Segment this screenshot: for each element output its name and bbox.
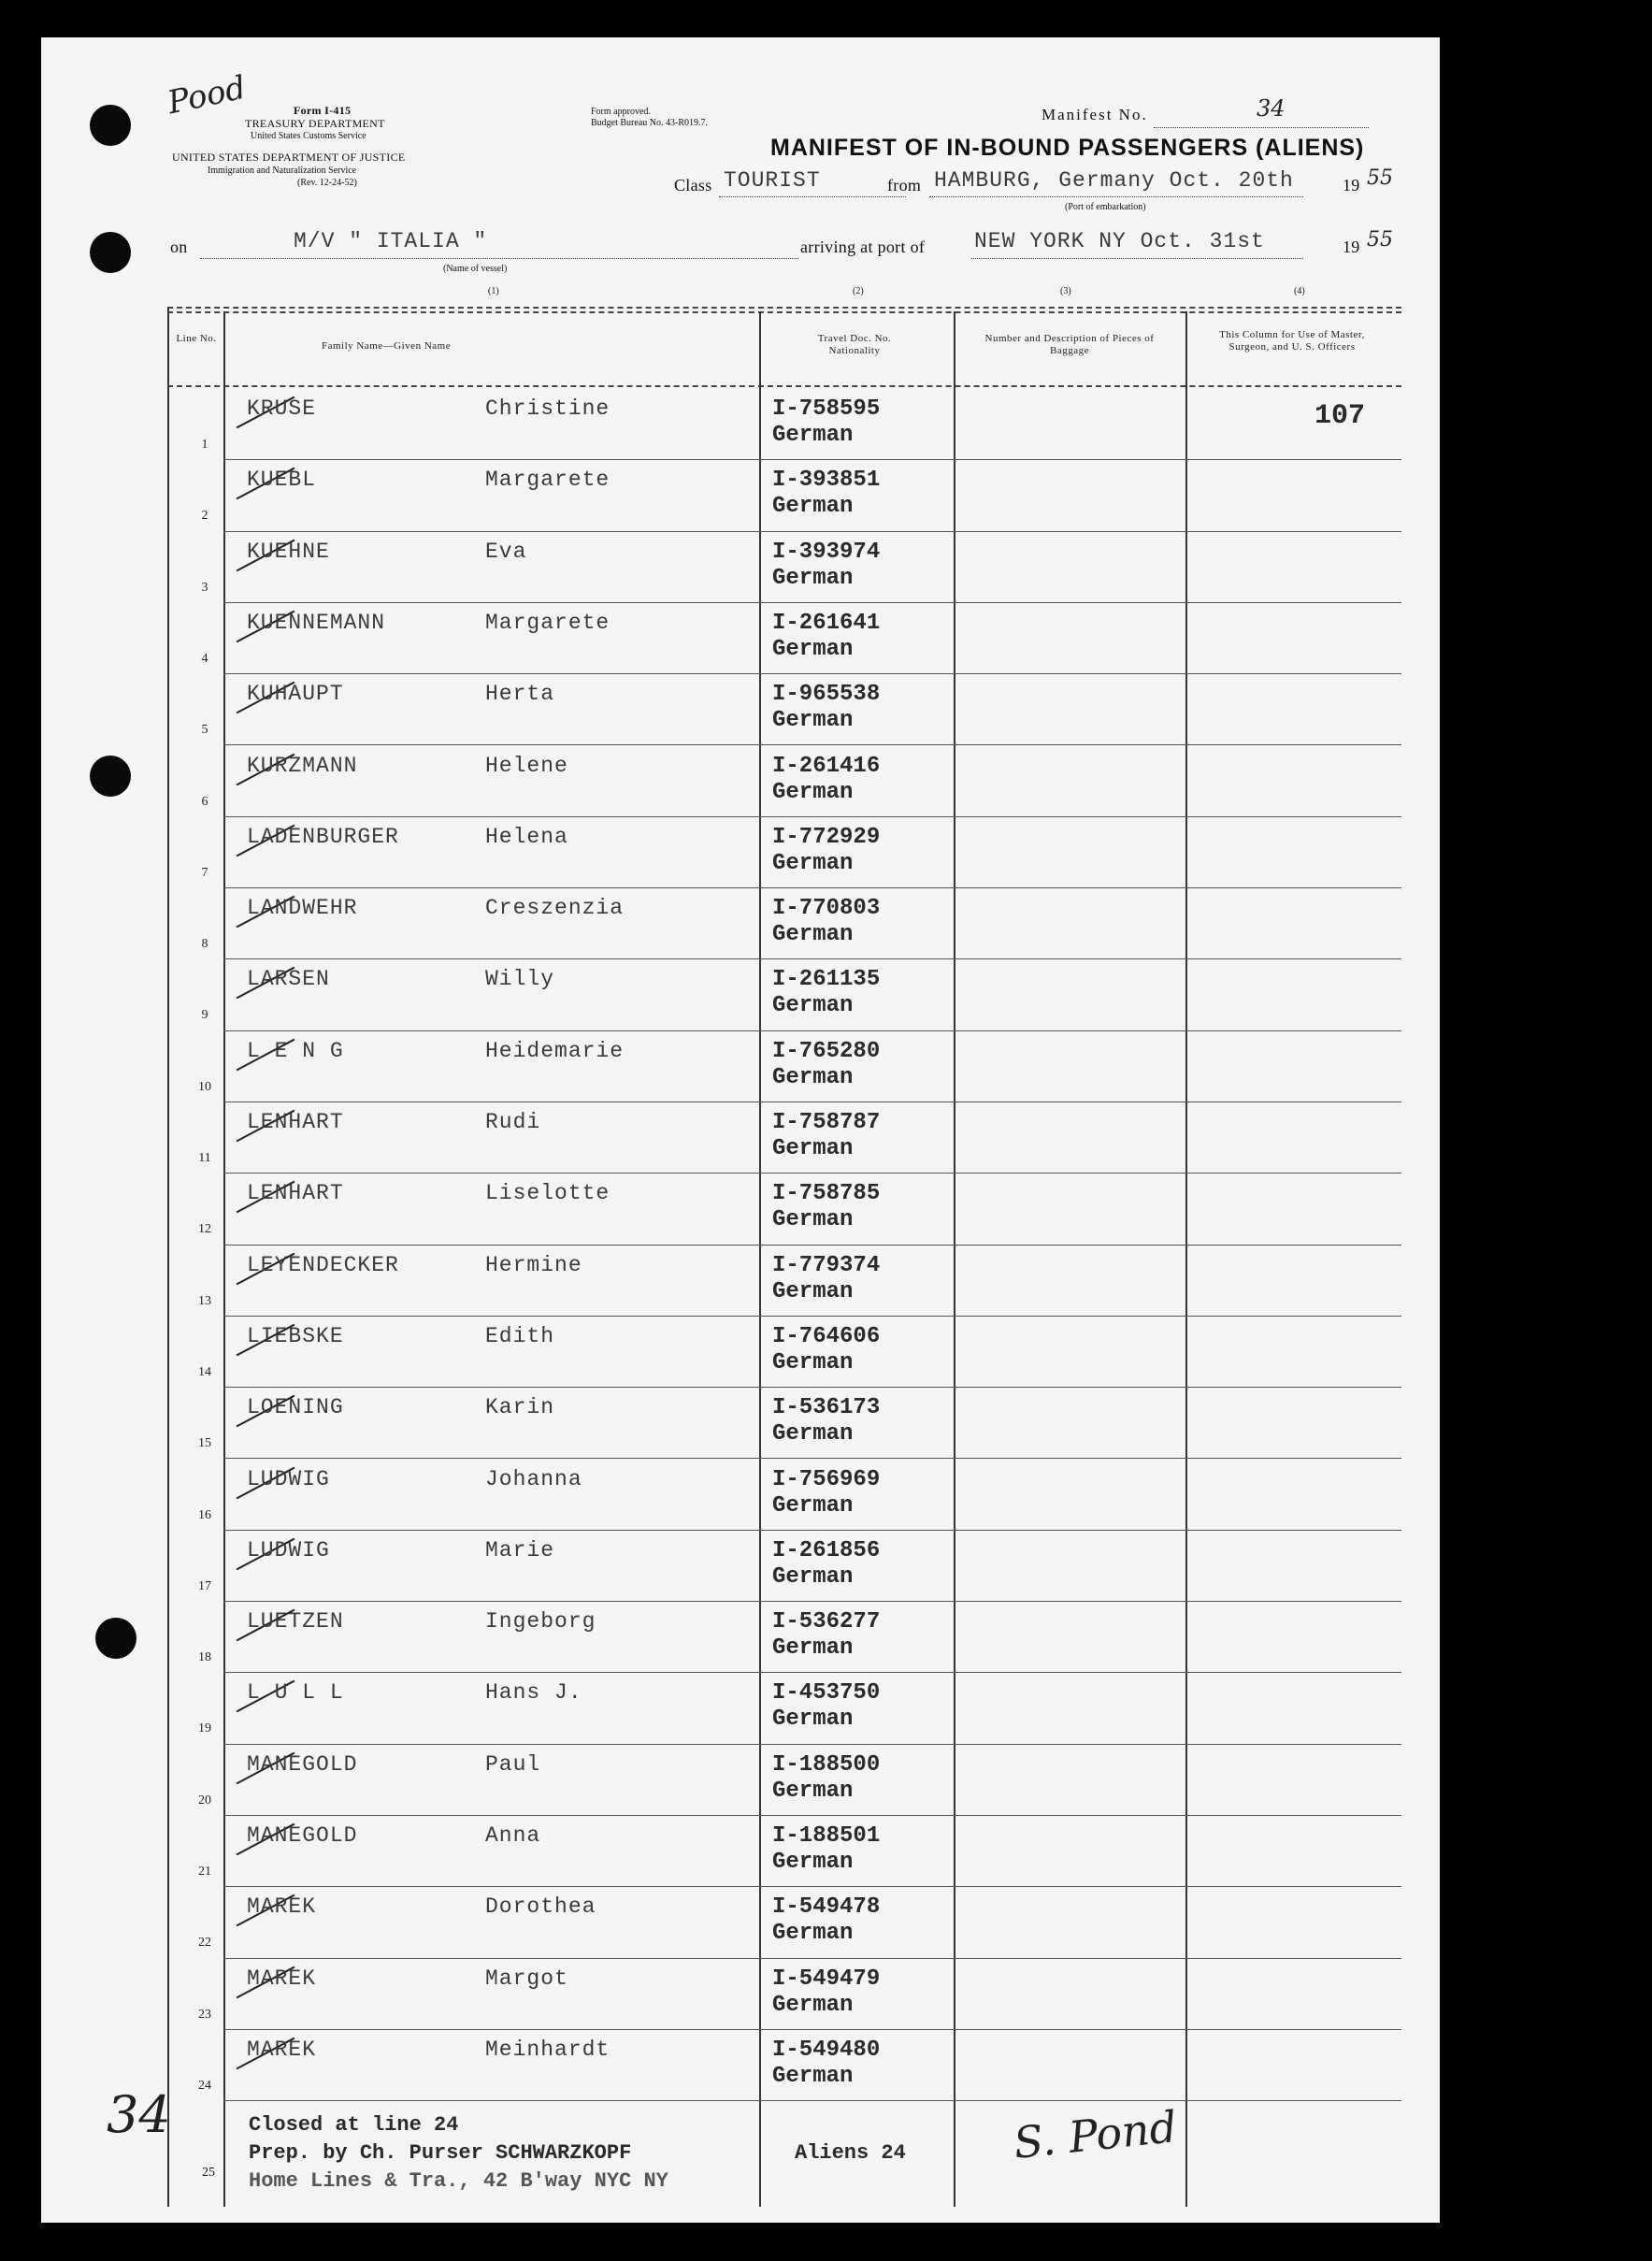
family-name: LENHART (247, 1181, 344, 1206)
nationality: German (772, 423, 854, 448)
embarkation-caption: (Port of embarkation) (1065, 202, 1146, 212)
travel-doc-number: I-764606 (772, 1323, 881, 1349)
family-name: L E N G (247, 1038, 344, 1063)
given-name: Rudi (485, 1110, 541, 1134)
year-prefix-2: 19 (1343, 238, 1360, 256)
nationality: German (772, 1064, 854, 1090)
manifest-no-underline (1154, 127, 1369, 128)
given-name: Creszenzia (485, 896, 625, 921)
family-name: KUENNEMANN (247, 610, 386, 635)
agent-address: Home Lines & Tra., 42 B'way NYC NY (249, 2169, 668, 2193)
given-name: Eva (485, 539, 527, 564)
line-number: 14 (198, 1364, 211, 1379)
given-name: Paul (485, 1751, 541, 1777)
family-name: KUEBL (247, 468, 317, 493)
line-number: 22 (198, 1936, 211, 1951)
vessel-name: M/V " ITALIA " (294, 229, 488, 253)
given-name: Edith (485, 1323, 555, 1348)
row-25-number: 25 (202, 2166, 215, 2180)
table-top-border (167, 307, 1401, 309)
nationality: German (772, 494, 854, 520)
travel-doc-number: I-453750 (772, 1680, 881, 1707)
line-number: 1 (201, 438, 208, 452)
manifest-title: MANIFEST OF IN-BOUND PASSENGERS (ALIENS) (770, 135, 1365, 161)
line-number: 24 (198, 2078, 211, 2093)
travel-doc-number: I-393974 (772, 539, 881, 565)
table-row (41, 674, 1440, 745)
given-name: Karin (485, 1395, 555, 1420)
travel-doc-number: I-549480 (772, 2037, 881, 2063)
column-number-2: (2) (853, 286, 864, 296)
family-name: MAREK (247, 1966, 317, 1991)
nationality: German (772, 1349, 854, 1375)
nationality: German (772, 2063, 854, 2089)
given-name: Margarete (485, 468, 611, 493)
nationality: German (772, 1563, 854, 1590)
family-name: LIEBSKE (247, 1323, 344, 1348)
nationality: German (772, 1921, 854, 1947)
given-name: Christine (485, 396, 611, 421)
line-number: 21 (198, 1865, 211, 1879)
punch-hole (90, 232, 131, 273)
officer-signature: S. Pond (1011, 2101, 1180, 2168)
table-row (41, 460, 1440, 531)
travel-doc-number: I-549479 (772, 1966, 881, 1992)
nationality: German (772, 922, 854, 948)
family-name: LANDWEHR (247, 896, 358, 921)
family-name: LUDWIG (247, 1466, 330, 1491)
table-row (41, 1174, 1440, 1245)
customs-service: United States Customs Service (251, 131, 366, 141)
table-row (41, 1745, 1440, 1816)
line-number: 16 (198, 1507, 211, 1522)
family-name: LOENING (247, 1395, 344, 1420)
given-name: Margot (485, 1966, 568, 1991)
family-name: LUETZEN (247, 1609, 344, 1635)
line-number: 23 (198, 2007, 211, 2022)
given-name: Johanna (485, 1466, 582, 1491)
line-number: 9 (201, 1008, 208, 1023)
travel-doc-number: I-770803 (772, 896, 881, 922)
given-name: Margarete (485, 610, 611, 635)
given-name: Helena (485, 824, 568, 849)
line-number: 18 (198, 1650, 211, 1665)
travel-doc-number: I-965538 (772, 682, 881, 708)
line-number: 20 (198, 1793, 211, 1807)
table-row (41, 1317, 1440, 1388)
nationality: German (772, 1992, 854, 2018)
given-name: Helene (485, 753, 568, 778)
manifest-no-label: Manifest No. (1041, 106, 1148, 123)
form-approved: Form approved. (591, 107, 651, 117)
header-name: Family Name—Given Name (322, 340, 452, 352)
form-revision: (Rev. 12-24-52) (297, 178, 357, 188)
table-row (41, 2030, 1440, 2101)
punch-hole (90, 105, 131, 146)
prepared-by: Prep. by Ch. Purser SCHWARZKOPF (249, 2141, 632, 2165)
travel-doc-number: I-261856 (772, 1537, 881, 1563)
nationality: German (772, 1707, 854, 1733)
travel-doc-number: I-188501 (772, 1823, 881, 1849)
from-value: HAMBURG, Germany Oct. 20th (934, 168, 1294, 193)
nationality: German (772, 708, 854, 734)
table-row (41, 1102, 1440, 1174)
table-row (41, 1531, 1440, 1602)
table-row (41, 817, 1440, 888)
travel-doc-number: I-765280 (772, 1038, 881, 1064)
line-number: 13 (198, 1293, 211, 1308)
nationality: German (772, 565, 854, 591)
table-row (41, 1388, 1440, 1459)
nationality: German (772, 1850, 854, 1875)
header-line-no: Line No. (176, 333, 217, 344)
family-name: LADENBURGER (247, 824, 399, 849)
nationality: German (772, 850, 854, 876)
nationality: German (772, 1635, 854, 1662)
year-from: 55 (1367, 166, 1393, 190)
ins-service: Immigration and Naturalization Service (208, 166, 357, 176)
travel-doc-number: I-758787 (772, 1110, 881, 1135)
table-row (41, 1673, 1440, 1744)
given-name: Heidemarie (485, 1038, 625, 1063)
given-name: Herta (485, 682, 555, 707)
on-label: on (170, 238, 188, 256)
table-row (41, 959, 1440, 1030)
line-number: 10 (198, 1079, 211, 1094)
table-row (41, 746, 1440, 817)
budget-bureau: Budget Bureau No. 43-R019.7. (591, 118, 708, 128)
year-prefix: 19 (1343, 176, 1360, 194)
table-row (41, 532, 1440, 603)
given-name: Hans J. (485, 1680, 582, 1706)
given-name: Ingeborg (485, 1609, 596, 1635)
travel-doc-number: I-188500 (772, 1751, 881, 1778)
line-number: 2 (201, 509, 208, 524)
travel-doc-number: I-261135 (772, 967, 881, 993)
margin-number: 34 (107, 2085, 171, 2144)
given-name: Meinhardt (485, 2037, 611, 2062)
vessel-underline (200, 258, 798, 259)
manifest-no-value: 34 (1257, 95, 1286, 122)
column-number-4: (4) (1294, 286, 1305, 296)
travel-doc-number: I-756969 (772, 1466, 881, 1492)
line-number: 15 (198, 1436, 211, 1451)
family-name: KUEHNE (247, 539, 330, 564)
travel-doc-number: I-536277 (772, 1609, 881, 1635)
header-bottom-border (167, 385, 1401, 387)
nationality: German (772, 1136, 854, 1161)
justice-dept: UNITED STATES DEPARTMENT OF JUSTICE (172, 151, 406, 164)
family-name: L U L L (247, 1680, 344, 1706)
class-label: Class (674, 176, 712, 194)
handwritten-annotation: Pood (164, 68, 250, 122)
family-name: KRUSE (247, 396, 317, 421)
table-row (41, 888, 1440, 959)
line-number: 6 (201, 794, 208, 809)
nationality: German (772, 1778, 854, 1804)
line-number: 11 (198, 1151, 211, 1165)
nationality: German (772, 1207, 854, 1233)
family-name: LENHART (247, 1110, 344, 1134)
class-value: TOURIST (724, 168, 821, 193)
travel-doc-number: I-536173 (772, 1395, 881, 1421)
nationality: German (772, 993, 854, 1019)
given-name: Anna (485, 1823, 541, 1848)
nationality: German (772, 1278, 854, 1304)
table-row (41, 1816, 1440, 1887)
given-name: Liselotte (485, 1181, 611, 1206)
nationality: German (772, 1421, 854, 1447)
arrival-underline (971, 258, 1303, 259)
travel-doc-number: I-772929 (772, 824, 881, 850)
nationality: German (772, 779, 854, 805)
family-name: LARSEN (247, 967, 330, 992)
family-name: MAREK (247, 1894, 317, 1920)
column-number-3: (3) (1060, 286, 1071, 296)
line-number: 19 (198, 1721, 211, 1736)
travel-doc-number: I-261641 (772, 610, 881, 636)
header-officers: This Column for Use of Master, Surgeon, and U. S. Officers (1219, 329, 1365, 353)
table-row (41, 1460, 1440, 1531)
family-name: MANEGOLD (247, 1751, 358, 1777)
closed-at-line: Closed at line 24 (249, 2113, 459, 2137)
travel-doc-number: I-549478 (772, 1894, 881, 1921)
travel-doc-number: I-393851 (772, 468, 881, 494)
header-travel-doc: Travel Doc. No. Nationality (817, 333, 892, 356)
year-arrive: 55 (1367, 228, 1393, 252)
vessel-caption: (Name of vessel) (443, 264, 508, 274)
line-number: 7 (201, 865, 208, 880)
arrival-value: NEW YORK NY Oct. 31st (974, 229, 1265, 253)
given-name: Willy (485, 967, 555, 992)
travel-doc-number: I-758595 (772, 396, 881, 422)
from-label: from (887, 176, 922, 194)
table-row (41, 1887, 1440, 1958)
manifest-page (41, 37, 1440, 2223)
family-name: LEYENDECKER (247, 1252, 399, 1277)
given-name: Dorothea (485, 1894, 596, 1920)
table-row (41, 1602, 1440, 1673)
given-name: Marie (485, 1537, 555, 1563)
travel-doc-number: I-779374 (772, 1252, 881, 1278)
line-number: 8 (201, 937, 208, 952)
table-row (41, 1031, 1440, 1102)
table-row (41, 389, 1440, 460)
table-row (41, 1246, 1440, 1317)
aliens-count: Aliens 24 (795, 2141, 906, 2165)
column-number-1: (1) (488, 286, 499, 296)
family-name: MANEGOLD (247, 1823, 358, 1848)
table-top-border-2 (167, 311, 1401, 313)
row-divider (223, 2100, 1401, 2101)
from-underline (929, 196, 1303, 197)
officer-number: 107 (1314, 400, 1366, 432)
family-name: KUHAUPT (247, 682, 344, 707)
travel-doc-number: I-261416 (772, 753, 881, 779)
class-underline (719, 196, 906, 197)
travel-doc-number: I-758785 (772, 1181, 881, 1207)
form-number: Form I-415 (294, 104, 352, 117)
family-name: KURZMANN (247, 753, 358, 778)
nationality: German (772, 636, 854, 662)
line-number: 17 (198, 1578, 211, 1593)
line-number: 12 (198, 1222, 211, 1237)
table-row (41, 1959, 1440, 2030)
arriving-label: arriving at port of (800, 238, 926, 256)
nationality: German (772, 1492, 854, 1519)
line-number: 4 (201, 651, 208, 666)
given-name: Hermine (485, 1252, 582, 1277)
family-name: LUDWIG (247, 1537, 330, 1563)
line-number: 3 (201, 580, 208, 595)
family-name: MAREK (247, 2037, 317, 2062)
header-baggage: Number and Description of Pieces of Baggage (984, 333, 1155, 356)
line-number: 5 (201, 723, 208, 738)
table-row (41, 603, 1440, 674)
treasury-dept: TREASURY DEPARTMENT (245, 117, 385, 130)
